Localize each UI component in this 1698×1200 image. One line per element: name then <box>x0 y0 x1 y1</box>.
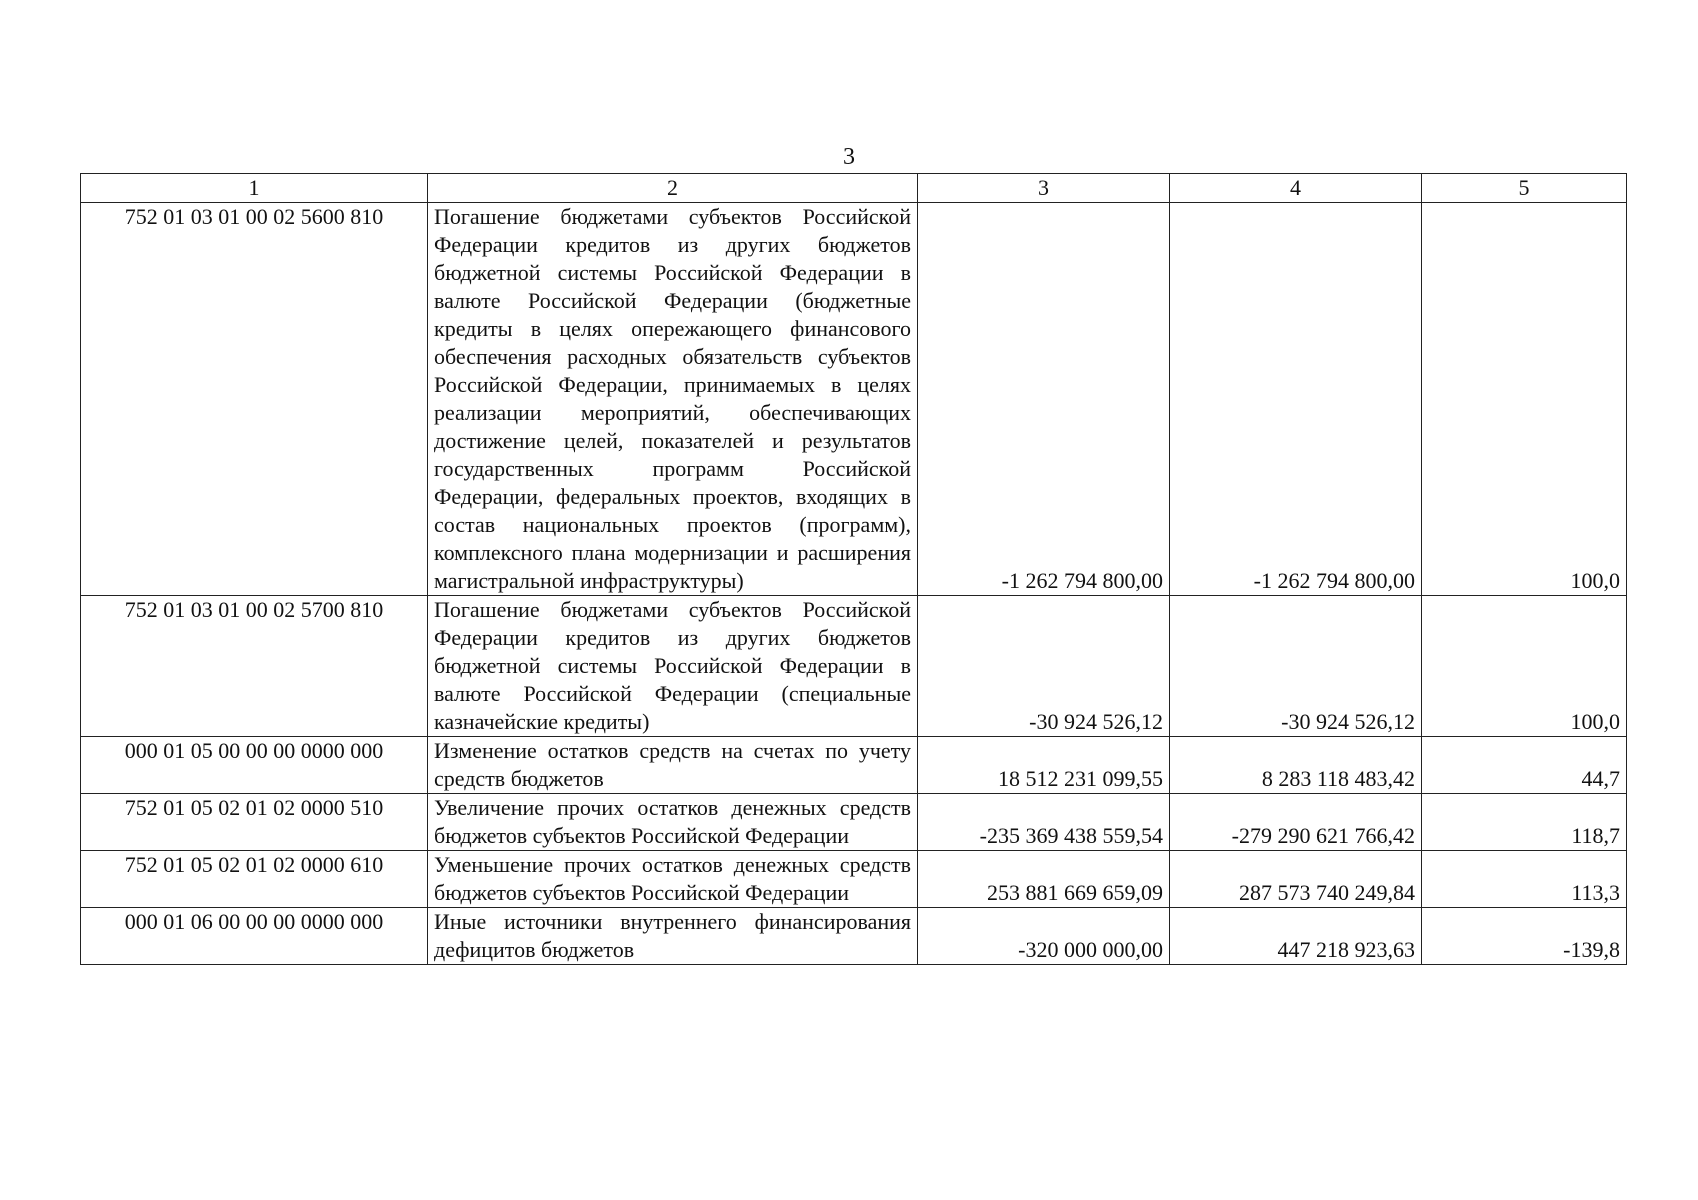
column-header-2: 2 <box>428 174 918 203</box>
percent-cell: 113,3 <box>1422 851 1627 908</box>
budget-sources-table <box>80 173 1627 965</box>
column-header-4: 4 <box>1170 174 1422 203</box>
executed-amount-cell: -1 262 794 800,00 <box>1170 203 1422 596</box>
executed-amount-cell: 447 218 923,63 <box>1170 908 1422 965</box>
table-row <box>81 794 1627 851</box>
approved-amount-cell: 18 512 231 099,55 <box>918 737 1170 794</box>
page-number: 3 <box>843 144 855 170</box>
approved-amount-cell: -235 369 438 559,54 <box>918 794 1170 851</box>
budget-code-cell: 752 01 05 02 01 02 0000 610 <box>81 851 428 908</box>
percent-cell: 44,7 <box>1422 737 1627 794</box>
column-header-5: 5 <box>1422 174 1627 203</box>
table-row <box>81 596 1627 737</box>
budget-code-cell: 000 01 05 00 00 00 0000 000 <box>81 737 428 794</box>
budget-code-cell: 752 01 03 01 00 02 5600 810 <box>81 203 428 596</box>
percent-cell: 100,0 <box>1422 203 1627 596</box>
budget-code-cell: 752 01 05 02 01 02 0000 510 <box>81 794 428 851</box>
description-cell: Уменьшение прочих остатков денежных средств бюджетов субъектов Российской Федерации <box>428 851 918 908</box>
description-cell: Иные источники внутреннего финансирования дефицитов бюджетов <box>428 908 918 965</box>
description-cell: Погашение бюджетами субъектов Российской Федерации кредитов из других бюджетов бюджетной системы Российской Федерации в валюте Российской Федерации (бюджетные кредиты в целях опережающего финансового обеспечения расходных обязательств субъектов Российской Федерации, принимаемых в целях реализации мероприятий, обеспечивающих достижение целей, показателей и результатов государственных программ Российской Федерации, федеральных проектов, входящих в состав национальных проектов (программ), комплексного плана модернизации и расширения магистральной инфраструктуры) <box>428 203 918 596</box>
description-cell: Изменение остатков средств на счетах по учету средств бюджетов <box>428 737 918 794</box>
percent-cell: 118,7 <box>1422 794 1627 851</box>
percent-cell: -139,8 <box>1422 908 1627 965</box>
percent-cell: 100,0 <box>1422 596 1627 737</box>
table-header-row <box>81 174 1627 203</box>
column-header-1: 1 <box>81 174 428 203</box>
description-cell: Погашение бюджетами субъектов Российской Федерации кредитов из других бюджетов бюджетной системы Российской Федерации в валюте Российской Федерации (специальные казначейские кредиты) <box>428 596 918 737</box>
budget-code-cell: 000 01 06 00 00 00 0000 000 <box>81 908 428 965</box>
executed-amount-cell: -279 290 621 766,42 <box>1170 794 1422 851</box>
table-row <box>81 851 1627 908</box>
approved-amount-cell: 253 881 669 659,09 <box>918 851 1170 908</box>
table-row <box>81 737 1627 794</box>
budget-code-cell: 752 01 03 01 00 02 5700 810 <box>81 596 428 737</box>
table-row <box>81 203 1627 596</box>
approved-amount-cell: -30 924 526,12 <box>918 596 1170 737</box>
description-cell: Увеличение прочих остатков денежных средств бюджетов субъектов Российской Федерации <box>428 794 918 851</box>
executed-amount-cell: -30 924 526,12 <box>1170 596 1422 737</box>
approved-amount-cell: -320 000 000,00 <box>918 908 1170 965</box>
executed-amount-cell: 287 573 740 249,84 <box>1170 851 1422 908</box>
column-header-3: 3 <box>918 174 1170 203</box>
table-row <box>81 908 1627 965</box>
executed-amount-cell: 8 283 118 483,42 <box>1170 737 1422 794</box>
approved-amount-cell: -1 262 794 800,00 <box>918 203 1170 596</box>
